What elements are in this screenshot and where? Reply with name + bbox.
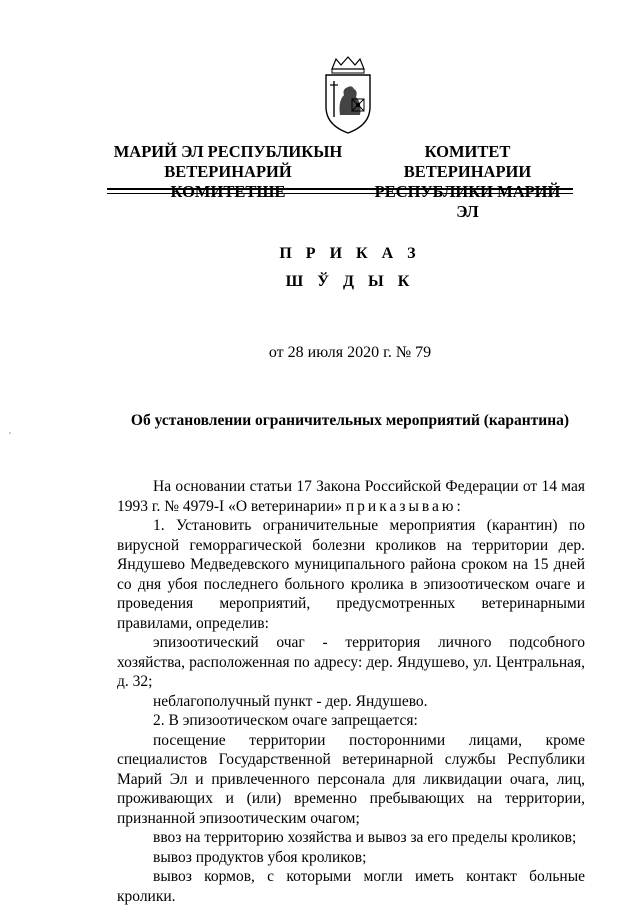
order-word: приказываю: [345, 497, 464, 515]
doc-subject: Об установлении ограничительных мероприятий (карантина) [130, 412, 570, 429]
header-left-line-2: ВЕТЕРИНАРИЙ КОМИТЕТШЕ [164, 162, 292, 201]
paragraph-item-1: 1. Установить ограничительные мероприятия (карантин) по вирусной геморрагической болезни кроликов на территории дер. Яндушево Медведевского муниципального района сроком на 15 дней со дня убоя последнего больного кролика в эпизоотическом очаге и проведения мероприятий, предусмотренных ветеринарными правилами, определив: [117, 517, 585, 632]
header-right-line-2: РЕСПУБЛИКИ МАРИЙ ЭЛ [374, 182, 561, 221]
doc-body [117, 477, 585, 906]
paragraph-prohibition-products: вывоз продуктов убоя кроликов; [153, 848, 367, 866]
margin-speck [9, 432, 11, 434]
paragraph-unfavorable-point: неблагополучный пункт - дер. Яндушево. [153, 692, 428, 710]
paragraph-prohibition-import: ввоз на территорию хозяйства и вывоз за его пределы кроликов; [153, 829, 577, 846]
paragraph-basis [117, 477, 585, 516]
header-right-block [365, 142, 570, 222]
doc-title-russian: П Р И К А З [279, 245, 421, 262]
paragraph-prohibition-visit: посещение территории посторонними лицами, кроме специалистов Государственной ветеринарной службы Республики Марий Эл и привлеченного персонала для ликвидации очага, лиц, проживающих и (или) временно пребывающих на территории, признанной эпизоотическим очагом; [117, 731, 585, 827]
paragraph-prohibition-feed: вывоз кормов, с которыми могли иметь контакт больные кролики. [117, 868, 585, 905]
paragraph-basis-text: На основании статьи 17 Закона Российской Федерации от 14 мая 1993 г. № 4979-I «О ветеринарии» [117, 478, 585, 515]
doc-title-mari: Ш Ў Д Ы К [285, 273, 415, 290]
coat-of-arms-emblem [322, 55, 374, 135]
doc-date-number: от 28 июля 2020 г. № 79 [268, 344, 432, 361]
paragraph-item-2: 2. В эпизоотическом очаге запрещается: [153, 712, 418, 729]
header-divider-thin [107, 193, 573, 194]
paragraph-focus: эпизоотический очаг - территория личного подсобного хозяйства, расположенная по адресу: дер. Яндушево, ул. Центральная, д. 32; [117, 634, 585, 690]
header-left-line-1: МАРИЙ ЭЛ РЕСПУБЛИКЫН [113, 142, 343, 161]
header-divider-thick [107, 188, 573, 190]
header-right-line-1: КОМИТЕТ ВЕТЕРИНАРИИ [403, 142, 532, 181]
